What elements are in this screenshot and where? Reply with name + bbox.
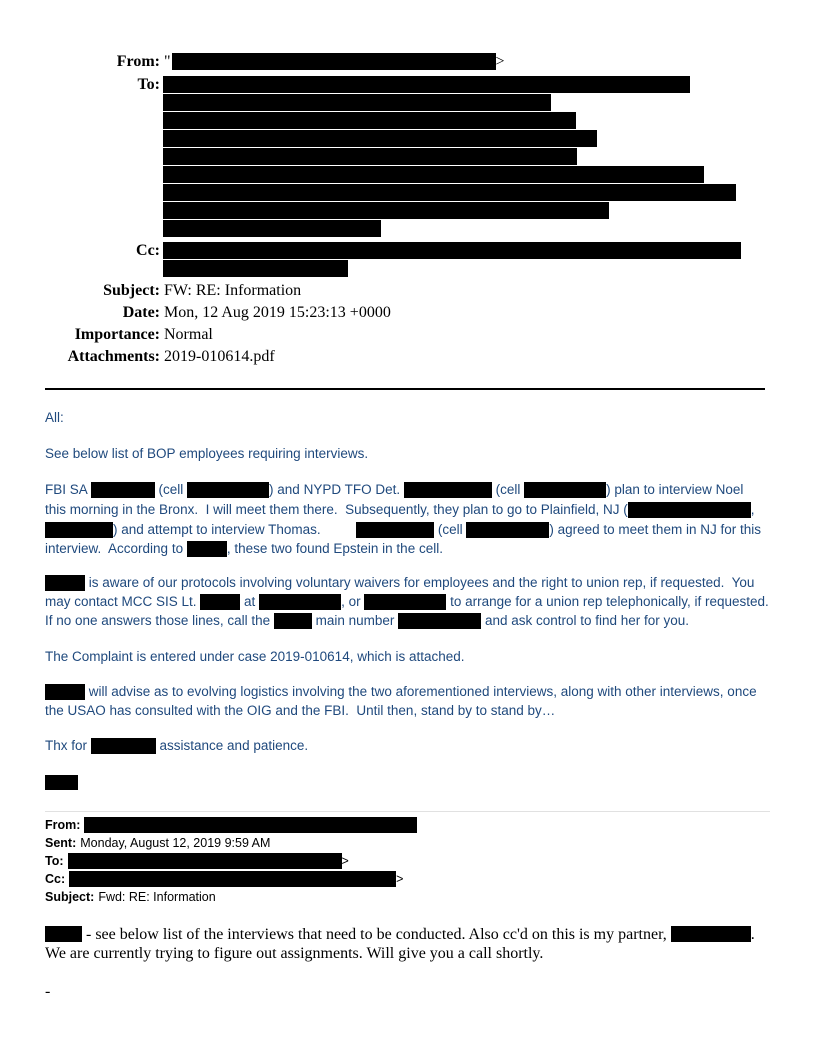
date-label: Date: (122, 304, 160, 321)
header-from-row (0, 53, 505, 71)
fwd-message-line-2: We are currently trying to figure out assignments. Will give you a call shortly. (45, 945, 544, 962)
redacted-to-recipient (163, 112, 576, 129)
importance-label: Importance: (74, 326, 160, 343)
redaction-bar (91, 482, 155, 498)
redacted-to-recipient (163, 76, 690, 93)
importance-value: Normal (164, 326, 213, 343)
text-segment: ) plan to interview Noel (606, 482, 744, 497)
protocols-line-3 (45, 612, 689, 630)
redacted-fwd-sender (84, 817, 417, 833)
text-segment: ) and attempt to interview Thomas. (113, 522, 329, 537)
text-segment: FBI SA (45, 482, 91, 497)
redacted-fwd-recipient (68, 853, 342, 869)
text-segment: ) agreed to meet them in NJ for this (549, 522, 761, 537)
redacted-cc-recipient (163, 260, 348, 277)
redaction-bar (398, 613, 481, 629)
redacted-to-recipient (163, 220, 381, 237)
header-subject-row (0, 282, 301, 300)
redacted-to-recipient (163, 184, 736, 201)
header-date-row (0, 304, 391, 322)
text-segment: - see below list of the interviews that need to be conducted. Also cc'd on this is my partner, (82, 926, 671, 943)
text-segment: , these two found Epstein in the cell. (226, 541, 443, 556)
subject-label: Subject: (103, 282, 160, 299)
text-segment: at (240, 594, 260, 609)
text-segment: ) and NYPD TFO Det. (269, 482, 404, 497)
greeting: All: (45, 410, 64, 425)
text-segment: (cell (434, 522, 467, 537)
fwd-to-label: To: (45, 854, 64, 868)
header-attachments-row (0, 348, 275, 366)
redaction-bar (200, 594, 240, 610)
redaction-bar (364, 594, 446, 610)
protocols-line-1 (45, 574, 754, 592)
redaction-bar (274, 613, 312, 629)
fwd-to-close-bracket: > (341, 854, 349, 868)
text-segment: may contact MCC SIS Lt. (45, 594, 201, 609)
fwd-message-dash: - (45, 983, 51, 1000)
text-segment: . (750, 926, 755, 943)
redacted-fwd-cc (69, 871, 396, 887)
text-segment: assistance and patience. (155, 738, 309, 753)
redacted-cc-list (163, 242, 741, 277)
text-segment: will advise as to evolving logistics involving the two aforementioned interviews, along with other interviews, once (85, 684, 757, 699)
interview-plan-line-3 (45, 521, 761, 539)
header-to-row (0, 76, 164, 94)
redacted-to-recipient (163, 202, 609, 219)
from-label: From: (116, 53, 160, 70)
text-segment: this morning in the Bronx. I will meet them there. Subsequently, they plan to go to Plainfield, NJ ( (45, 502, 628, 517)
fwd-subject-row (45, 888, 216, 906)
redacted-signature (45, 775, 78, 790)
fwd-subject-label: Subject: (45, 890, 95, 904)
redaction-bar (466, 522, 549, 538)
fwd-cc-close-bracket: > (396, 872, 404, 886)
header-cc-row (0, 242, 164, 260)
header-importance-row (0, 326, 213, 344)
redaction-bar (45, 575, 85, 591)
text-segment: (cell (154, 482, 188, 497)
redaction-bar (45, 926, 82, 942)
redacted-to-list (163, 76, 736, 237)
redaction-bar (259, 594, 341, 610)
text-segment: is aware of our protocols involving voluntary waivers for employees and the right to union rep, if requested. You (85, 575, 755, 590)
date-value: Mon, 12 Aug 2019 15:23:13 +0000 (164, 304, 391, 321)
redacted-to-recipient (163, 148, 577, 165)
from-close-bracket: > (495, 53, 505, 70)
fwd-cc-row (45, 870, 403, 888)
interview-plan-line-1 (45, 481, 743, 499)
to-label: To: (137, 76, 160, 93)
fwd-sent-value: Monday, August 12, 2019 9:59 AM (80, 836, 271, 850)
text-segment: If no one answers those lines, call the (45, 613, 274, 628)
fwd-sent-row (45, 834, 270, 852)
text-segment: (cell (491, 482, 525, 497)
cc-label: Cc: (136, 242, 160, 259)
redacted-to-recipient (163, 166, 704, 183)
redaction-bar (524, 482, 606, 498)
text-segment: main number (311, 613, 399, 628)
subject-value: FW: RE: Information (164, 282, 302, 299)
text-segment: interview. According to (45, 541, 187, 556)
header-divider (45, 388, 765, 390)
redaction-bar (45, 522, 113, 538)
fwd-from-label: From: (45, 818, 81, 832)
text-segment: to arrange for a union rep telephonically, if requested. (446, 594, 769, 609)
fwd-subject-value: Fwd: RE: Information (98, 890, 216, 904)
intro-line: See below list of BOP employees requiring interviews. (45, 446, 369, 461)
redaction-bar (187, 482, 269, 498)
redacted-to-recipient (163, 130, 597, 147)
text-segment: , (750, 502, 755, 517)
text-segment: Thx for (45, 738, 91, 753)
redaction-bar (628, 502, 751, 518)
redacted-cc-recipient (163, 242, 741, 259)
protocols-line-2 (45, 593, 769, 611)
forward-divider (45, 811, 770, 812)
fwd-cc-label: Cc: (45, 872, 66, 886)
redacted-to-recipient (163, 94, 551, 111)
interview-plan-line-2 (45, 501, 755, 519)
fwd-sent-label: Sent: (45, 836, 77, 850)
logistics-line-1 (45, 683, 757, 701)
redaction-bar (356, 522, 434, 538)
thanks-line (45, 737, 308, 755)
text-segment: , or (341, 594, 365, 609)
interview-plan-line-4 (45, 540, 443, 558)
attachment-filename: 2019-010614.pdf (164, 348, 275, 365)
complaint-line: The Complaint is entered under case 2019-010614, which is attached. (45, 649, 465, 664)
text-segment: and ask control to find her for you. (481, 613, 690, 628)
redaction-bar (404, 482, 492, 498)
redaction-bar (671, 926, 751, 942)
redaction-bar (91, 738, 156, 754)
attachments-label: Attachments: (67, 348, 160, 365)
fwd-to-row (45, 852, 349, 870)
fwd-from-row (45, 816, 417, 834)
redaction-bar (45, 684, 85, 700)
from-open-quote: " (164, 53, 171, 70)
fwd-message-line-1 (45, 925, 755, 944)
redacted-sender (172, 53, 496, 70)
logistics-line-2: the USAO has consulted with the OIG and the FBI. Until then, stand by to stand by… (45, 703, 556, 718)
redaction-bar (187, 541, 227, 557)
